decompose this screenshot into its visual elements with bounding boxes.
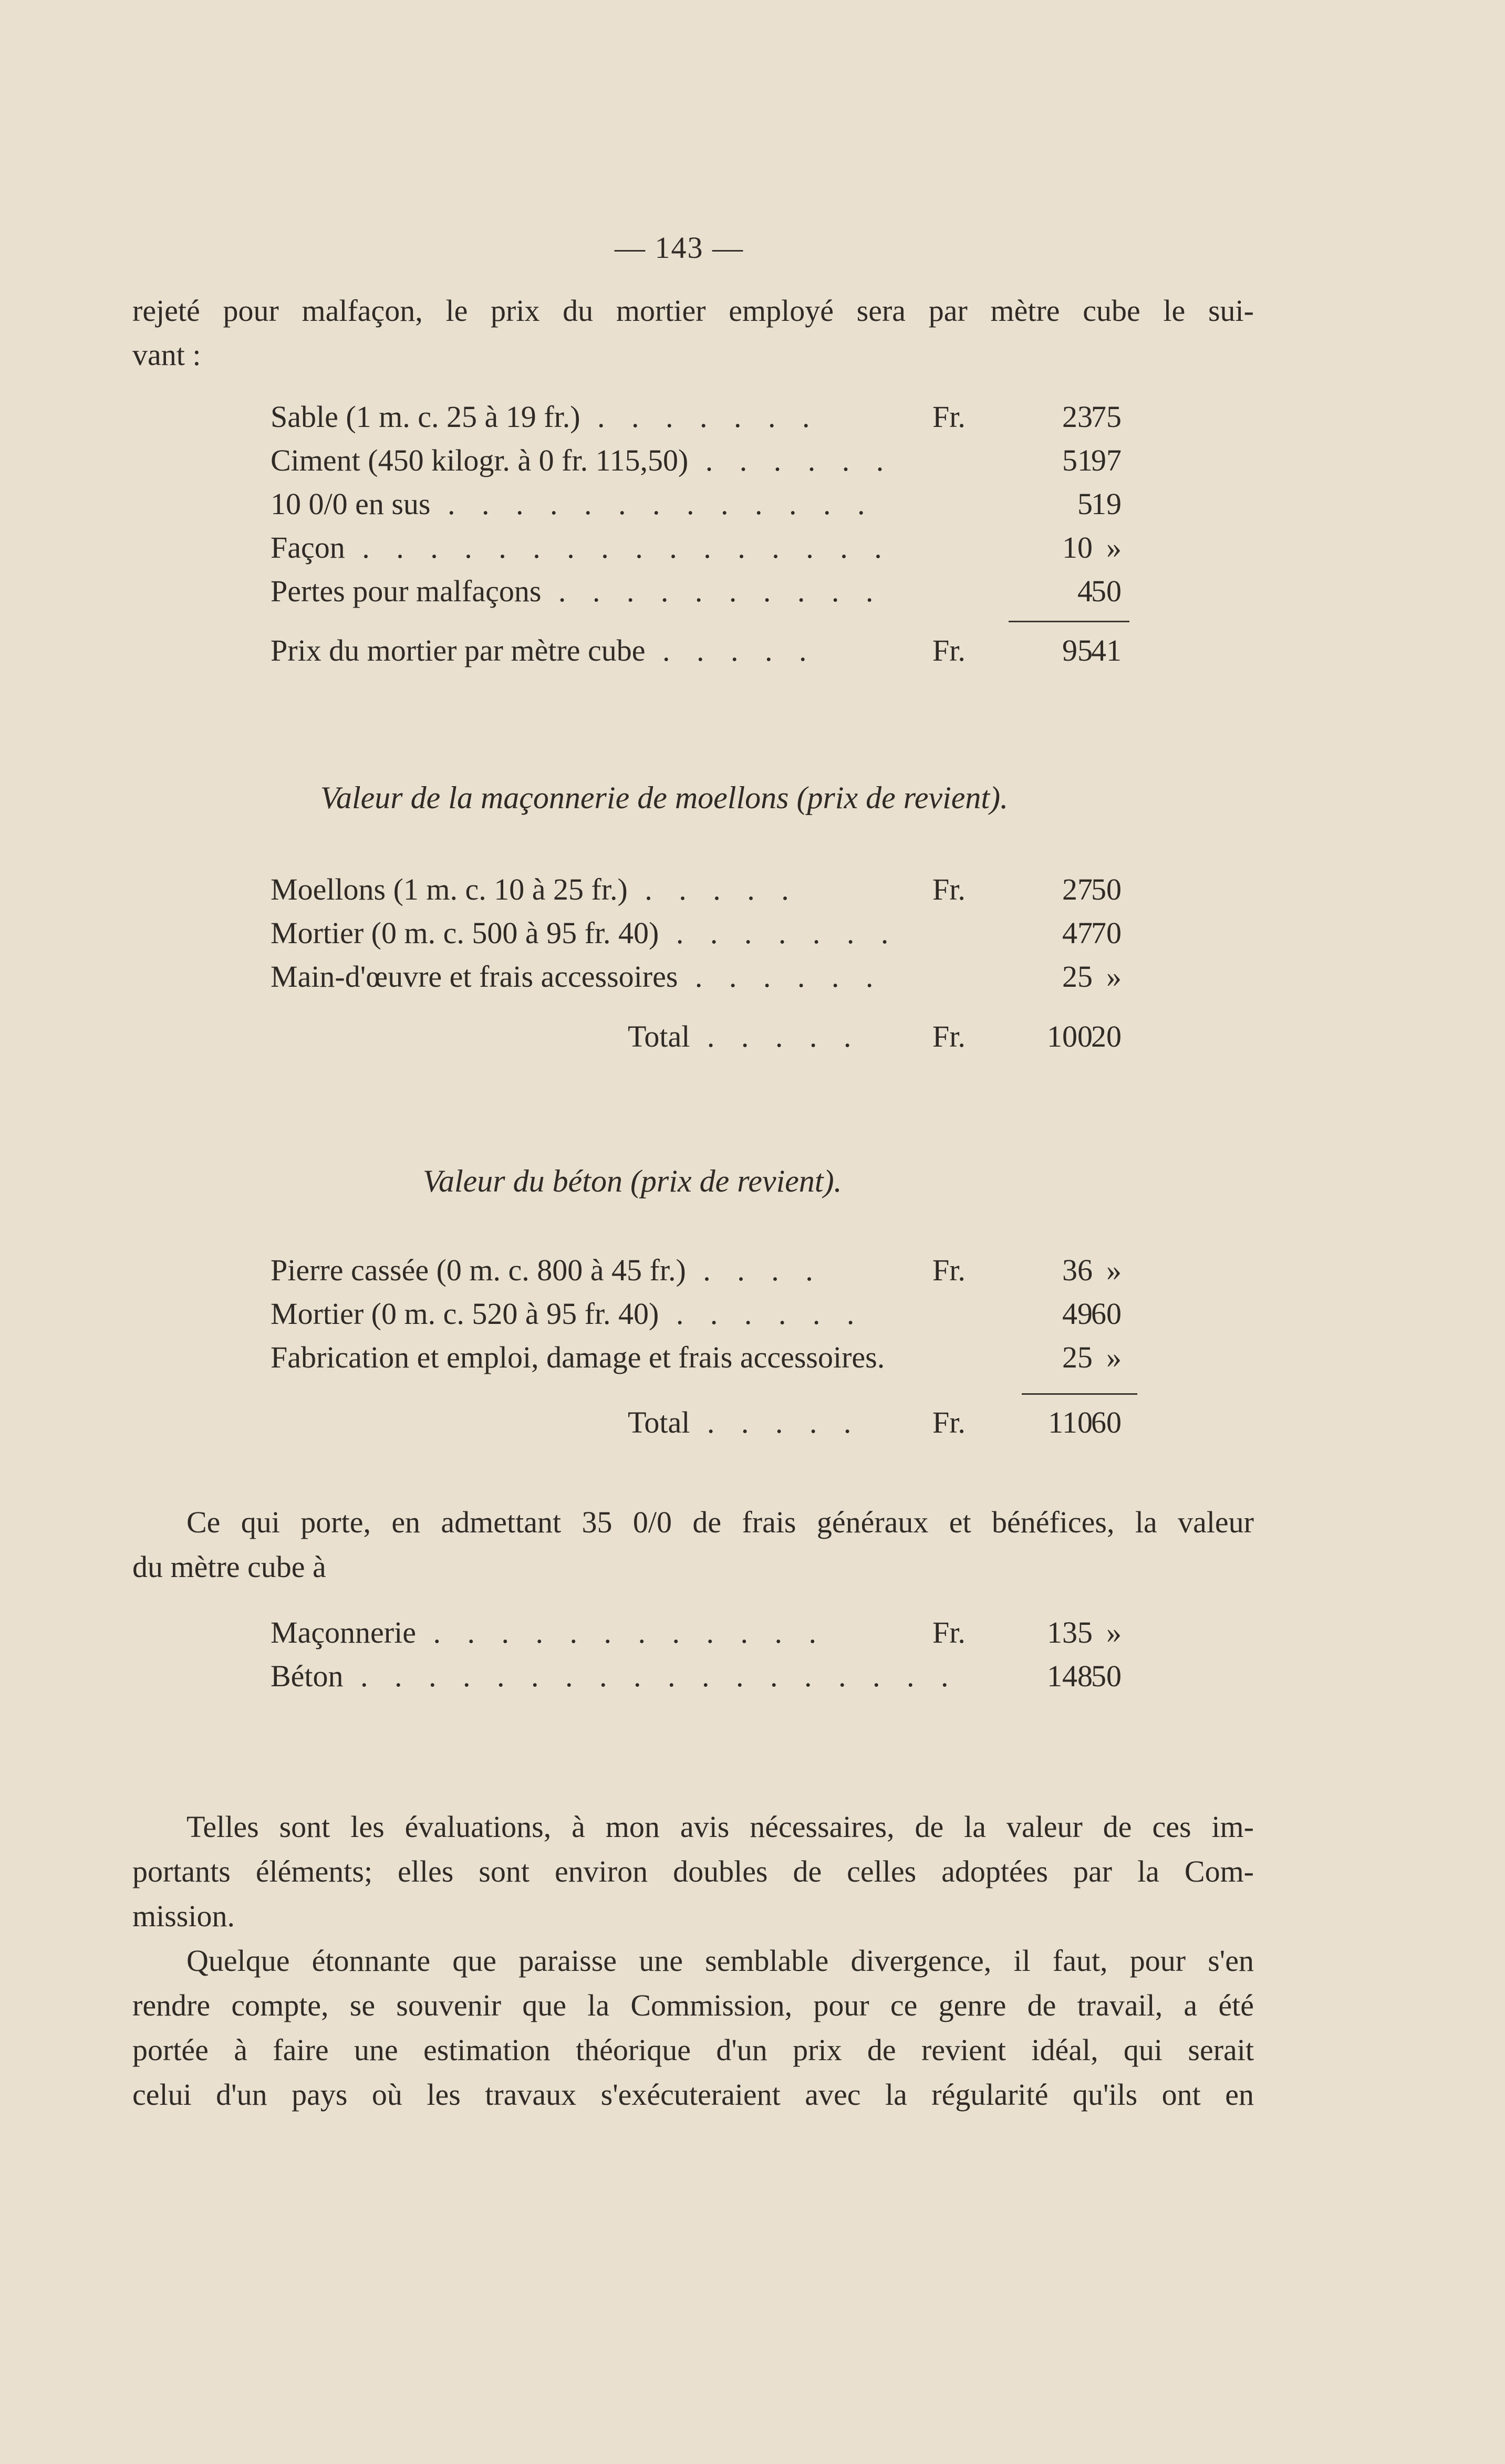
table-row-label: Mortier (0 m. c. 520 à 95 fr. 40) . . . . . . bbox=[271, 1297, 864, 1331]
amount-francs: 25 bbox=[1062, 959, 1093, 994]
table-row-label: 10 0/0 en sus . . . . . . . . . . . . . bbox=[271, 487, 875, 521]
table-row-label: Mortier (0 m. c. 500 à 95 fr. 40) . . . . . . . bbox=[271, 916, 898, 950]
table-row-label: Main-d'œuvre et frais accessoires . . . . . . bbox=[271, 959, 883, 994]
amount-centimes: 50 bbox=[1091, 1659, 1122, 1693]
total-label: Total . . . . . bbox=[628, 1019, 861, 1053]
amount-francs: 27 bbox=[1062, 872, 1093, 906]
total-centimes: 20 bbox=[1091, 1019, 1122, 1053]
table-row-label: Fabrication et emploi, damage et frais accessoires. bbox=[271, 1340, 885, 1374]
paragraph-line: portée à faire une estimation théorique d'un prix de revient idéal, qui serait bbox=[132, 2033, 1254, 2067]
page-number: — 143 — bbox=[615, 231, 744, 265]
table-row-label: Béton . . . . . . . . . . . . . . . . . . bbox=[271, 1659, 958, 1693]
paragraph-line: rendre compte, se souvenir que la Commission, pour ce genre de travail, a été bbox=[132, 1988, 1254, 2022]
table-row-label: Ciment (450 kilogr. à 0 fr. 115,50) . . . . . . bbox=[271, 443, 894, 477]
currency-unit: Fr. bbox=[932, 400, 966, 434]
amount-centimes: 50 bbox=[1091, 872, 1122, 906]
section-heading-moellons: Valeur de la maçonnerie de moellons (prix de revient). bbox=[320, 780, 1009, 815]
paragraph-line: celui d'un pays où les travaux s'exécuteraient avec la régularité qu'ils ont en bbox=[132, 2077, 1254, 2112]
amount-francs: 23 bbox=[1062, 400, 1093, 434]
amount-francs: 36 bbox=[1062, 1253, 1093, 1287]
amount-centimes: 50 bbox=[1091, 574, 1122, 608]
paragraph-line: mission. bbox=[132, 1899, 235, 1933]
amount-francs: 135 bbox=[1047, 1615, 1093, 1649]
intro-line-1: rejeté pour malfaçon, le prix du mortier employé sera par mètre cube le sui- bbox=[132, 294, 1254, 328]
sum-rule bbox=[1022, 1393, 1137, 1395]
total-francs: 110 bbox=[1048, 1405, 1093, 1439]
total-francs: 95 bbox=[1062, 633, 1093, 667]
total-centimes: 60 bbox=[1091, 1405, 1122, 1439]
currency-unit: Fr. bbox=[932, 1253, 966, 1287]
amount-centimes: » bbox=[1106, 1615, 1122, 1649]
total-label: Prix du mortier par mètre cube . . . . . bbox=[271, 633, 816, 667]
currency-unit: Fr. bbox=[932, 1019, 966, 1053]
total-centimes: 41 bbox=[1091, 633, 1122, 667]
total-francs: 100 bbox=[1047, 1019, 1093, 1053]
amount-centimes: 60 bbox=[1091, 1297, 1122, 1331]
amount-centimes: » bbox=[1106, 959, 1122, 994]
table-row-label: Pierre cassée (0 m. c. 800 à 45 fr.) . . . . bbox=[271, 1253, 823, 1287]
currency-unit: Fr. bbox=[932, 872, 966, 906]
amount-francs: 5 bbox=[1077, 487, 1093, 521]
table-row-label: Façon . . . . . . . . . . . . . . . . bbox=[271, 530, 891, 565]
sum-rule bbox=[1009, 621, 1129, 622]
table-row-label: Moellons (1 m. c. 10 à 25 fr.) . . . . . bbox=[271, 872, 798, 906]
currency-unit: Fr. bbox=[932, 1615, 966, 1649]
amount-centimes: 97 bbox=[1091, 443, 1122, 477]
amount-centimes: 70 bbox=[1091, 916, 1122, 950]
table-row-label: Maçonnerie . . . . . . . . . . . . bbox=[271, 1615, 826, 1649]
summary-line-2: du mètre cube à bbox=[132, 1550, 326, 1584]
paragraph-line: Telles sont les évaluations, à mon avis nécessaires, de la valeur de ces im- bbox=[186, 1810, 1254, 1844]
amount-francs: 47 bbox=[1062, 916, 1093, 950]
amount-francs: 25 bbox=[1062, 1340, 1093, 1374]
amount-centimes: 75 bbox=[1091, 400, 1122, 434]
currency-unit: Fr. bbox=[932, 633, 966, 667]
amount-francs: 10 bbox=[1062, 530, 1093, 565]
table-row-label: Pertes pour malfaçons . . . . . . . . . . bbox=[271, 574, 883, 608]
total-label: Total . . . . . bbox=[628, 1405, 861, 1439]
amount-francs: 148 bbox=[1047, 1659, 1093, 1693]
table-row-label: Sable (1 m. c. 25 à 19 fr.) . . . . . . . bbox=[271, 400, 819, 434]
amount-centimes: » bbox=[1106, 1253, 1122, 1287]
amount-centimes: » bbox=[1106, 530, 1122, 565]
section-heading-beton: Valeur du béton (prix de revient). bbox=[423, 1164, 842, 1198]
amount-francs: 51 bbox=[1062, 443, 1093, 477]
summary-line-1: Ce qui porte, en admettant 35 0/0 de frais généraux et bénéfices, la valeur bbox=[186, 1505, 1254, 1539]
currency-unit: Fr. bbox=[932, 1405, 966, 1439]
amount-centimes: » bbox=[1106, 1340, 1122, 1374]
paragraph-line: Quelque étonnante que paraisse une semblable divergence, il faut, pour s'en bbox=[186, 1944, 1254, 1978]
amount-francs: 49 bbox=[1062, 1297, 1093, 1331]
amount-centimes: 19 bbox=[1091, 487, 1122, 521]
intro-line-2: vant : bbox=[132, 338, 201, 372]
intro-paragraph bbox=[132, 289, 1262, 377]
amount-francs: 4 bbox=[1077, 574, 1093, 608]
paragraph-line: portants éléments; elles sont environ doubles de celles adoptées par la Com- bbox=[132, 1854, 1254, 1888]
